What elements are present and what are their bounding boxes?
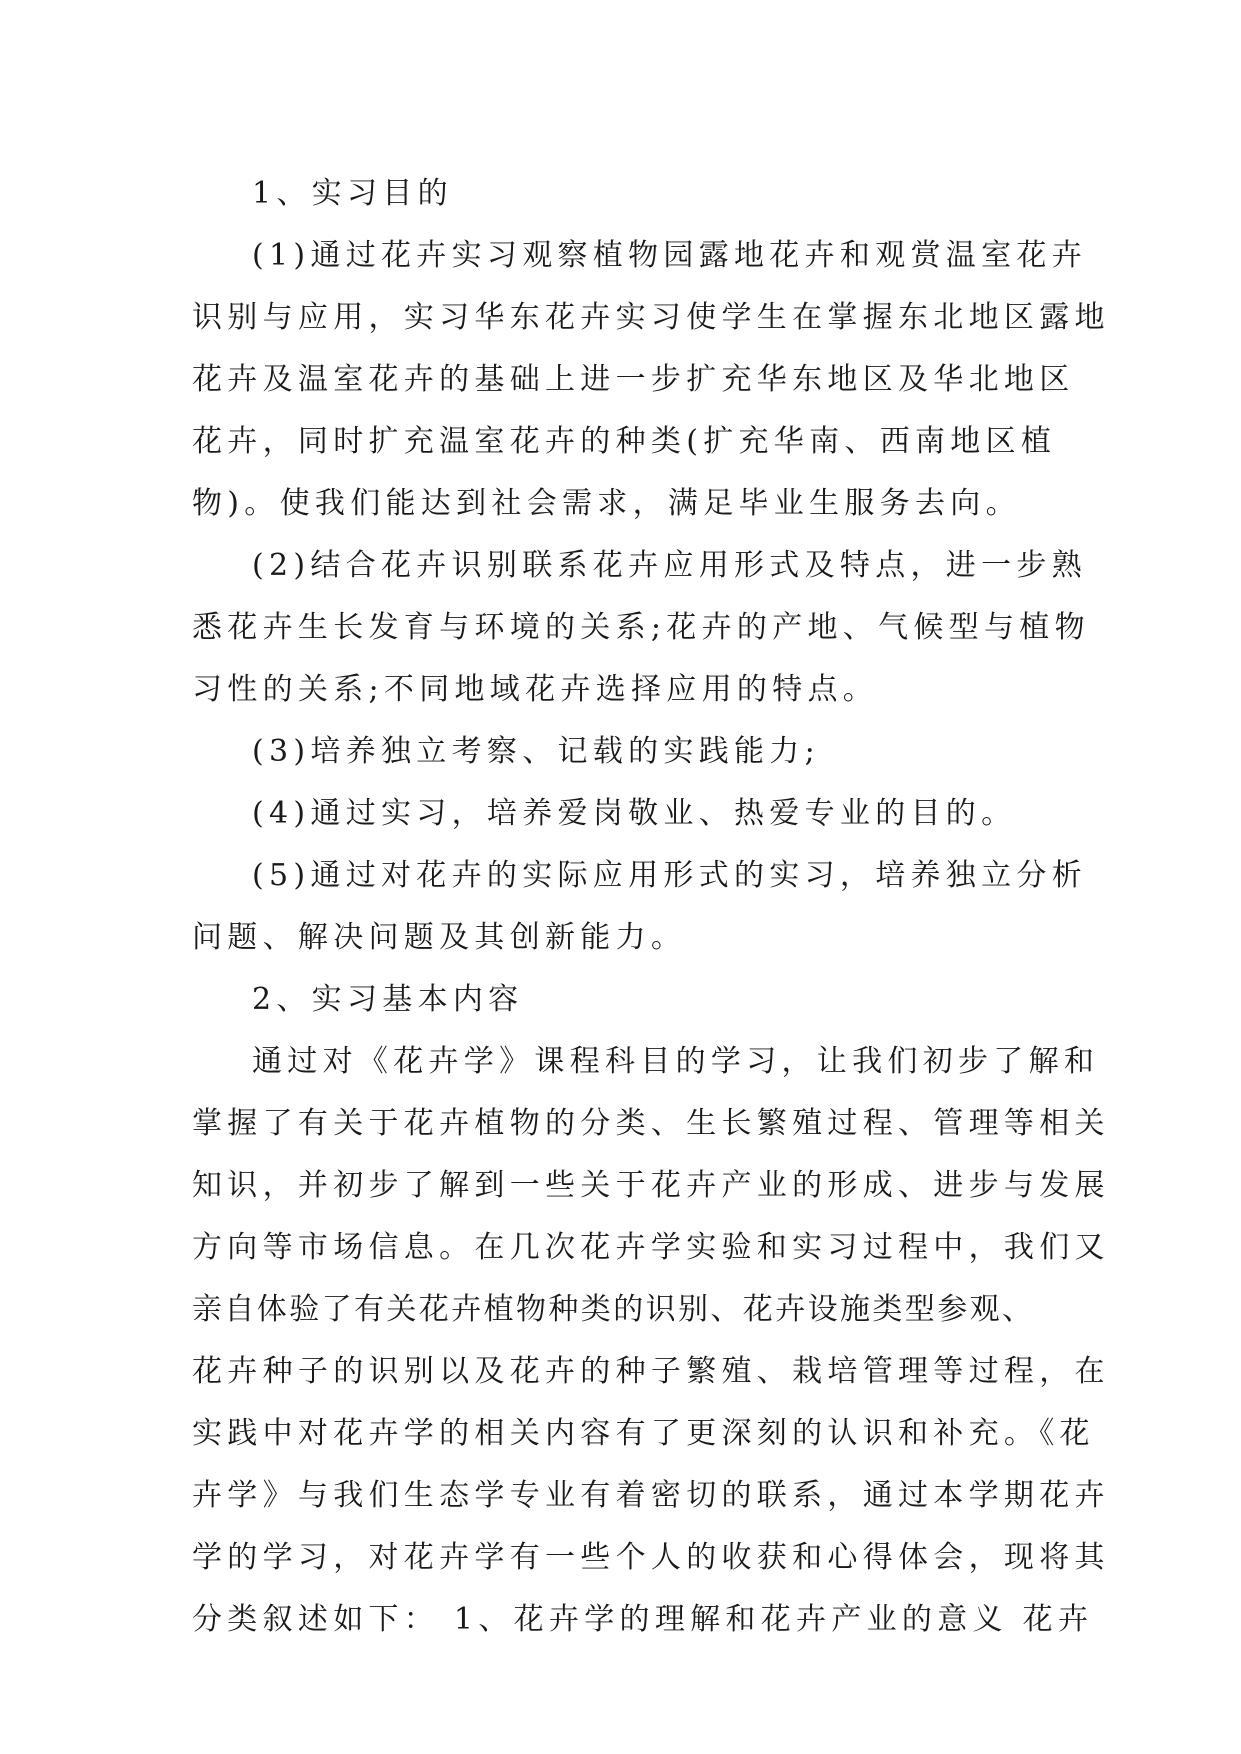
paragraph-line: 物)。使我们能达到社会需求，满足毕业生服务去向。 bbox=[192, 486, 1021, 521]
paragraph-line: 问题、解决问题及其创新能力。 bbox=[192, 920, 687, 955]
paragraph-line: 知识，并初步了解到一些关于花卉产业的形成、进步与发展 bbox=[192, 1168, 1110, 1203]
paragraph-line: 卉学》与我们生态学专业有着密切的联系，通过本学期花卉 bbox=[192, 1478, 1110, 1513]
paragraph-line: 花卉，同时扩充温室花卉的种类(扩充华南、西南地区植 bbox=[192, 424, 1057, 459]
paragraph-line: 亲自体验了有关花卉植物种类的识别、花卉设施类型参观、 bbox=[192, 1292, 1035, 1327]
paragraph-line: 通过对《花卉学》课程科目的学习，让我们初步了解和 bbox=[252, 1044, 1100, 1079]
paragraph-line: 悉花卉生长发育与环境的关系;花卉的产地、气候型与植物 bbox=[192, 610, 1090, 645]
paragraph-line: (5)通过对花卉的实际应用形式的实习，培养独立分析 bbox=[252, 858, 1087, 893]
paragraph-line: 掌握了有关于花卉植物的分类、生长繁殖过程、管理等相关 bbox=[192, 1106, 1110, 1141]
paragraph-line: (1)通过花卉实习观察植物园露地花卉和观赏温室花卉 bbox=[252, 238, 1087, 273]
paragraph-line: 习性的关系;不同地域花卉选择应用的特点。 bbox=[192, 672, 879, 707]
paragraph-line: 花卉种子的识别以及花卉的种子繁殖、栽培管理等过程，在 bbox=[192, 1354, 1110, 1389]
paragraph-line: 花卉及温室花卉的基础上进一步扩充华东地区及华北地区 bbox=[192, 362, 1075, 397]
paragraph-line: 实践中对花卉学的相关内容有了更深刻的认识和补充。《花 bbox=[192, 1416, 1095, 1451]
paragraph-line: 识别与应用，实习华东花卉实习使学生在掌握东北地区露地 bbox=[192, 300, 1110, 335]
section-heading: 2、实习基本内容 bbox=[252, 982, 524, 1017]
paragraph-line: 学的学习，对花卉学有一些个人的收获和心得体会，现将其 bbox=[192, 1540, 1110, 1575]
paragraph-line: (2)结合花卉识别联系花卉应用形式及特点，进一步熟 bbox=[252, 548, 1087, 583]
paragraph-line: 方向等市场信息。在几次花卉学实验和实习过程中，我们又 bbox=[192, 1230, 1110, 1265]
paragraph-line: (3)培养独立考察、记载的实践能力; bbox=[252, 734, 821, 769]
paragraph-line: 分类叙述如下： 1、花卉学的理解和花卉产业的意义 花卉 bbox=[192, 1602, 1094, 1637]
paragraph-line: (4)通过实习，培养爱岗敬业、热爱专业的目的。 bbox=[252, 796, 1017, 831]
body-text bbox=[192, 163, 1110, 1651]
section-heading: 1、实习目的 bbox=[252, 176, 453, 211]
